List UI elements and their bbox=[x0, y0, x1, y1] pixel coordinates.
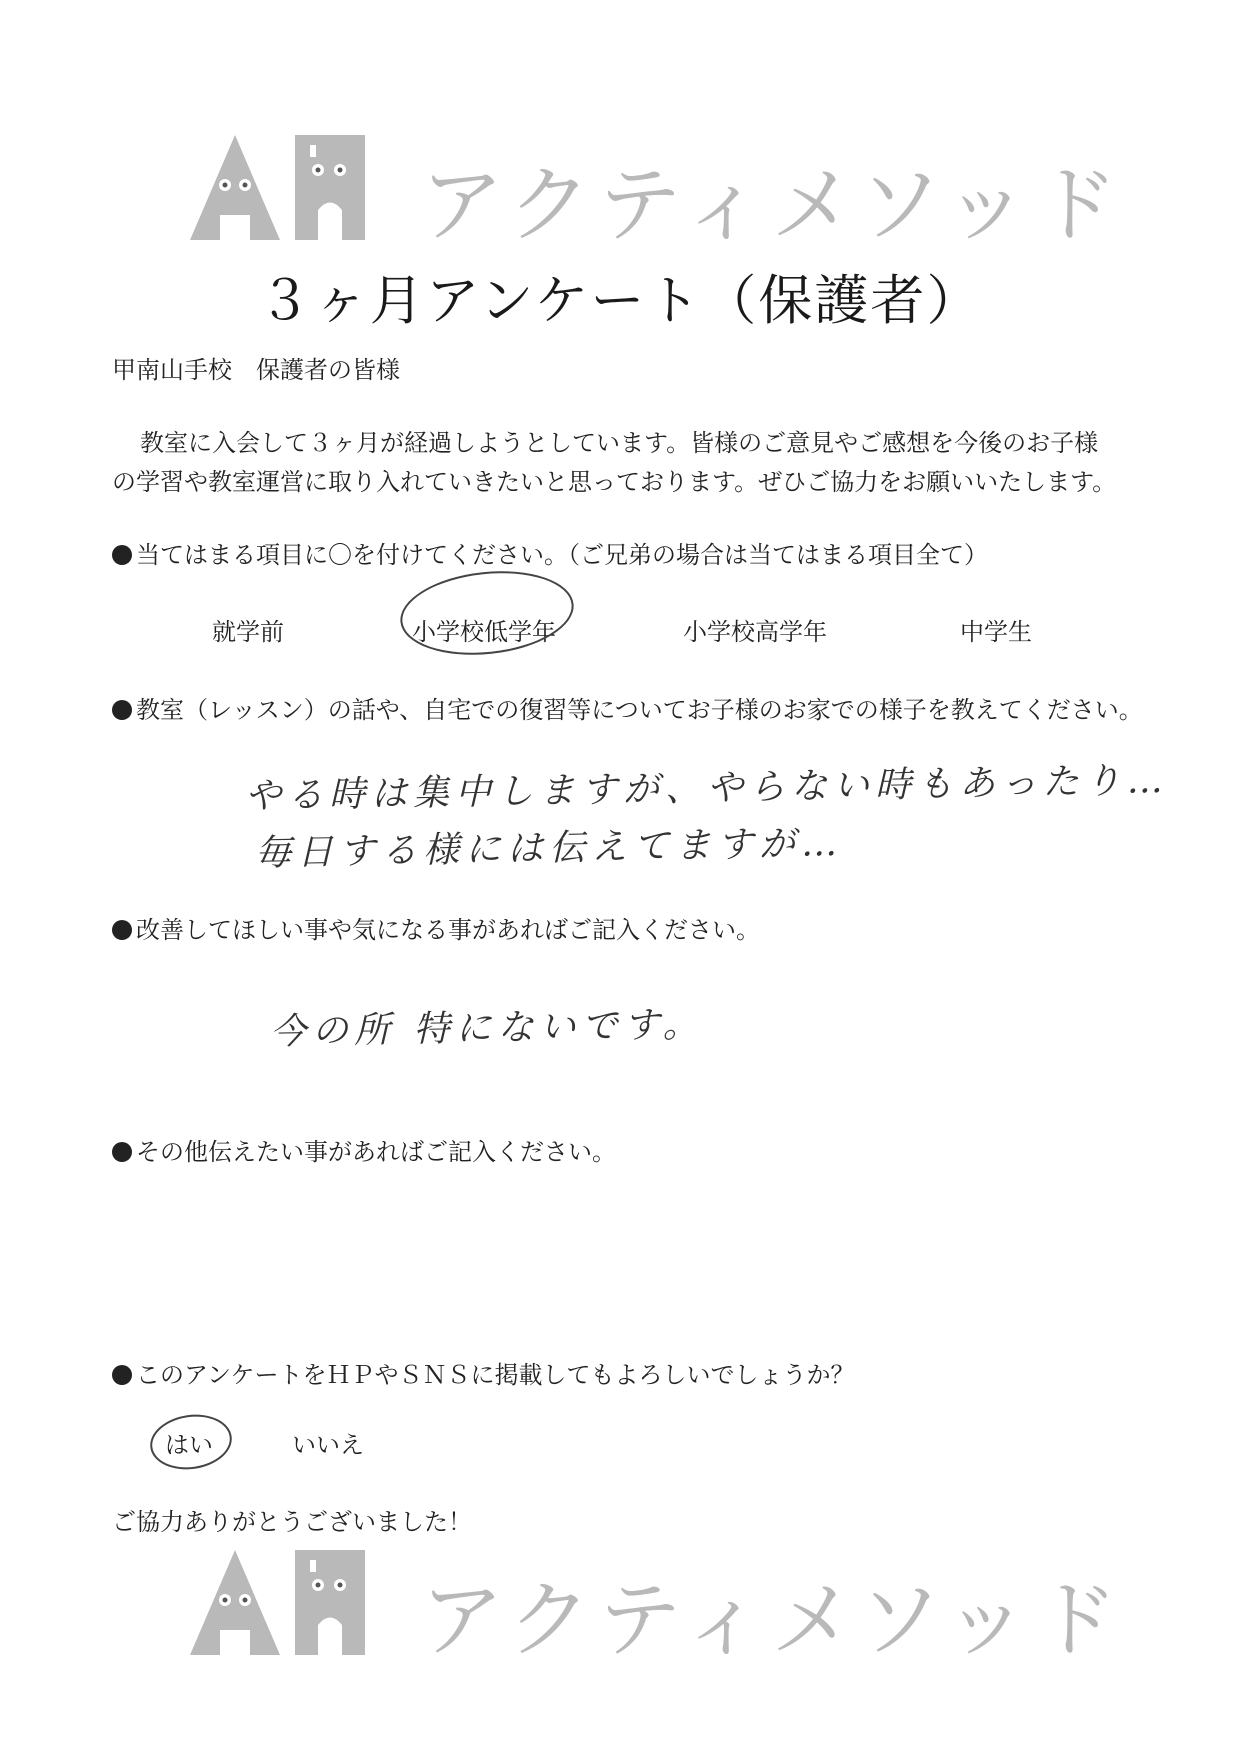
thanks-message: ご協力ありがとうございました！ bbox=[112, 1508, 472, 1536]
selection-circle-mark bbox=[396, 563, 578, 663]
q5-option-no[interactable]: いいえ bbox=[292, 1431, 364, 1459]
question-5-text: このアンケートをＨＰやＳＮＳに掲載してもよろしいでしょうか？ bbox=[136, 1361, 855, 1389]
q3-answer[interactable]: 今の所 特にないです。 bbox=[269, 1004, 705, 1053]
logo-mark-icon bbox=[190, 130, 390, 240]
page-title: ３ヶ月アンケート（保護者） bbox=[257, 269, 983, 332]
q1-option-preschool[interactable]: 就学前 bbox=[212, 618, 284, 646]
question-1-text: 当てはまる項目に〇を付けてください。（ご兄弟の場合は当てはまる項目全て） bbox=[136, 541, 988, 569]
question-2-text: 教室（レッスン）の話や、自宅での復習等についてお子様のお家での様子を教えてください。 bbox=[136, 696, 1143, 724]
q1-option-lower-elementary[interactable]: 小学校低学年 bbox=[412, 618, 556, 646]
intro-line-2: の学習や教室運営に取り入れていきたいと思っております。ぜひご協力をお願いいたします。 bbox=[112, 468, 1117, 496]
bullet-icon bbox=[112, 700, 132, 720]
logo-text: アクティメソッド bbox=[420, 156, 1125, 254]
q2-answer-line-2[interactable]: 毎日する様には伝えてますが… bbox=[254, 822, 844, 875]
bullet-icon bbox=[112, 1142, 132, 1162]
q2-answer-line-1[interactable]: やる時は集中しますが、やらない時もあったり… bbox=[244, 759, 1169, 818]
logo-mark-icon bbox=[190, 1545, 390, 1655]
question-4-text: その他伝えたい事があればご記入ください。 bbox=[136, 1138, 616, 1166]
question-4 bbox=[112, 1132, 616, 1167]
logo-text: アクティメソッド bbox=[420, 1571, 1125, 1669]
addressee: 甲南山手校 保護者の皆様 bbox=[112, 356, 400, 384]
question-5 bbox=[112, 1355, 855, 1390]
selection-circle-mark bbox=[147, 1410, 236, 1475]
question-1 bbox=[112, 535, 988, 570]
bullet-icon bbox=[112, 920, 132, 940]
question-2 bbox=[112, 690, 1143, 725]
q1-option-junior-high[interactable]: 中学生 bbox=[960, 618, 1032, 646]
question-3 bbox=[112, 910, 760, 945]
intro-line-1: 教室に入会して３ヶ月が経過しようとしています。皆様のご意見やご感想を今後のお子様 bbox=[140, 429, 1099, 457]
bullet-icon bbox=[112, 545, 132, 565]
bullet-icon bbox=[112, 1365, 132, 1385]
question-3-text: 改善してほしい事や気になる事があればご記入ください。 bbox=[136, 916, 760, 944]
q1-option-upper-elementary[interactable]: 小学校高学年 bbox=[683, 618, 827, 646]
logo-top bbox=[190, 130, 1125, 254]
logo-bottom bbox=[190, 1545, 1125, 1669]
q5-option-yes[interactable]: はい bbox=[165, 1431, 213, 1459]
